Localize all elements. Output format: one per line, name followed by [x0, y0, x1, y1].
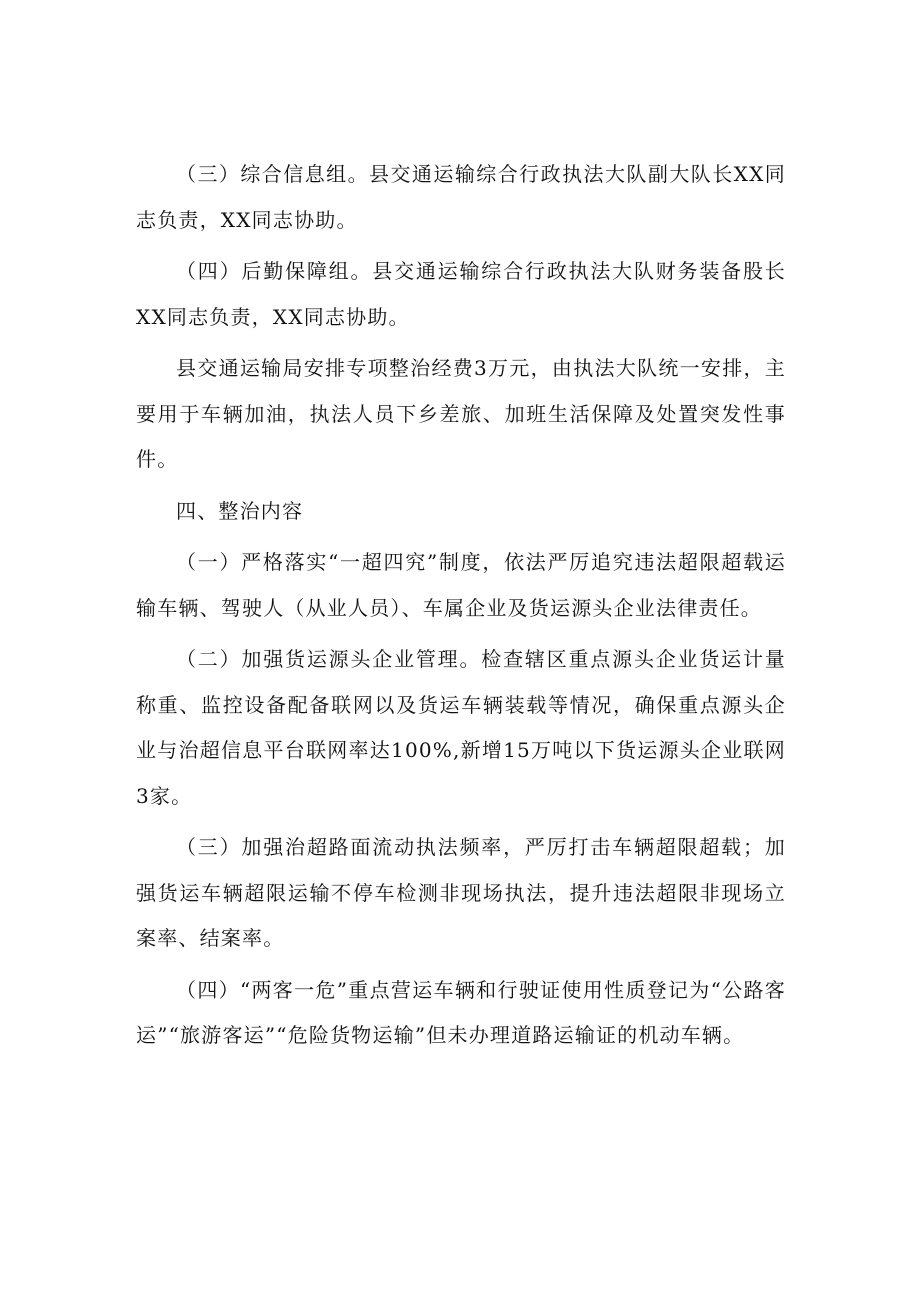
paragraph-item-3: （三）加强治超路面流动执法频率，严厉打击车辆超限超载；加强货运车辆超限运输不停车检测非现场执法，提升违法超限非现场立案率、结案率。 [136, 835, 786, 950]
section-heading-content: 四、整治内容 [176, 498, 304, 523]
paragraph-logistics-group: （四）后勤保障组。县交通运输综合行政执法大队财务装备股长XX同志负责，XX同志协助。 [136, 259, 786, 329]
paragraph-item-1: （一）严格落实“一超四究”制度，依法严厉追究违法超限超载运输车辆、驾驶人（从业人员）、车属企业及货运源头企业法律责任。 [136, 550, 786, 620]
paragraph-item-4: （四）“两客一危”重点营运车辆和行驶证使用性质登记为“公路客运”“旅游客运”“危险货物运输”但未办理道路运输证的机动车辆。 [136, 977, 786, 1047]
paragraph-funding: 县交通运输局安排专项整治经费3万元，由执法大队统一安排，主要用于车辆加油，执法人员下乡差旅、加班生活保障及处置突发性事件。 [136, 356, 786, 471]
paragraph-item-2: （二）加强货运源头企业管理。检查辖区重点源头企业货运计量称重、监控设备配备联网以及货运车辆装载等情况，确保重点源头企业与治超信息平台联网率达100%,新增15万吨以下货运源头企业联网3家。 [136, 647, 786, 808]
document-page [136, 152, 786, 1065]
paragraph-info-group: （三）综合信息组。县交通运输综合行政执法大队副大队长XX同志负责，XX同志协助。 [136, 162, 786, 232]
